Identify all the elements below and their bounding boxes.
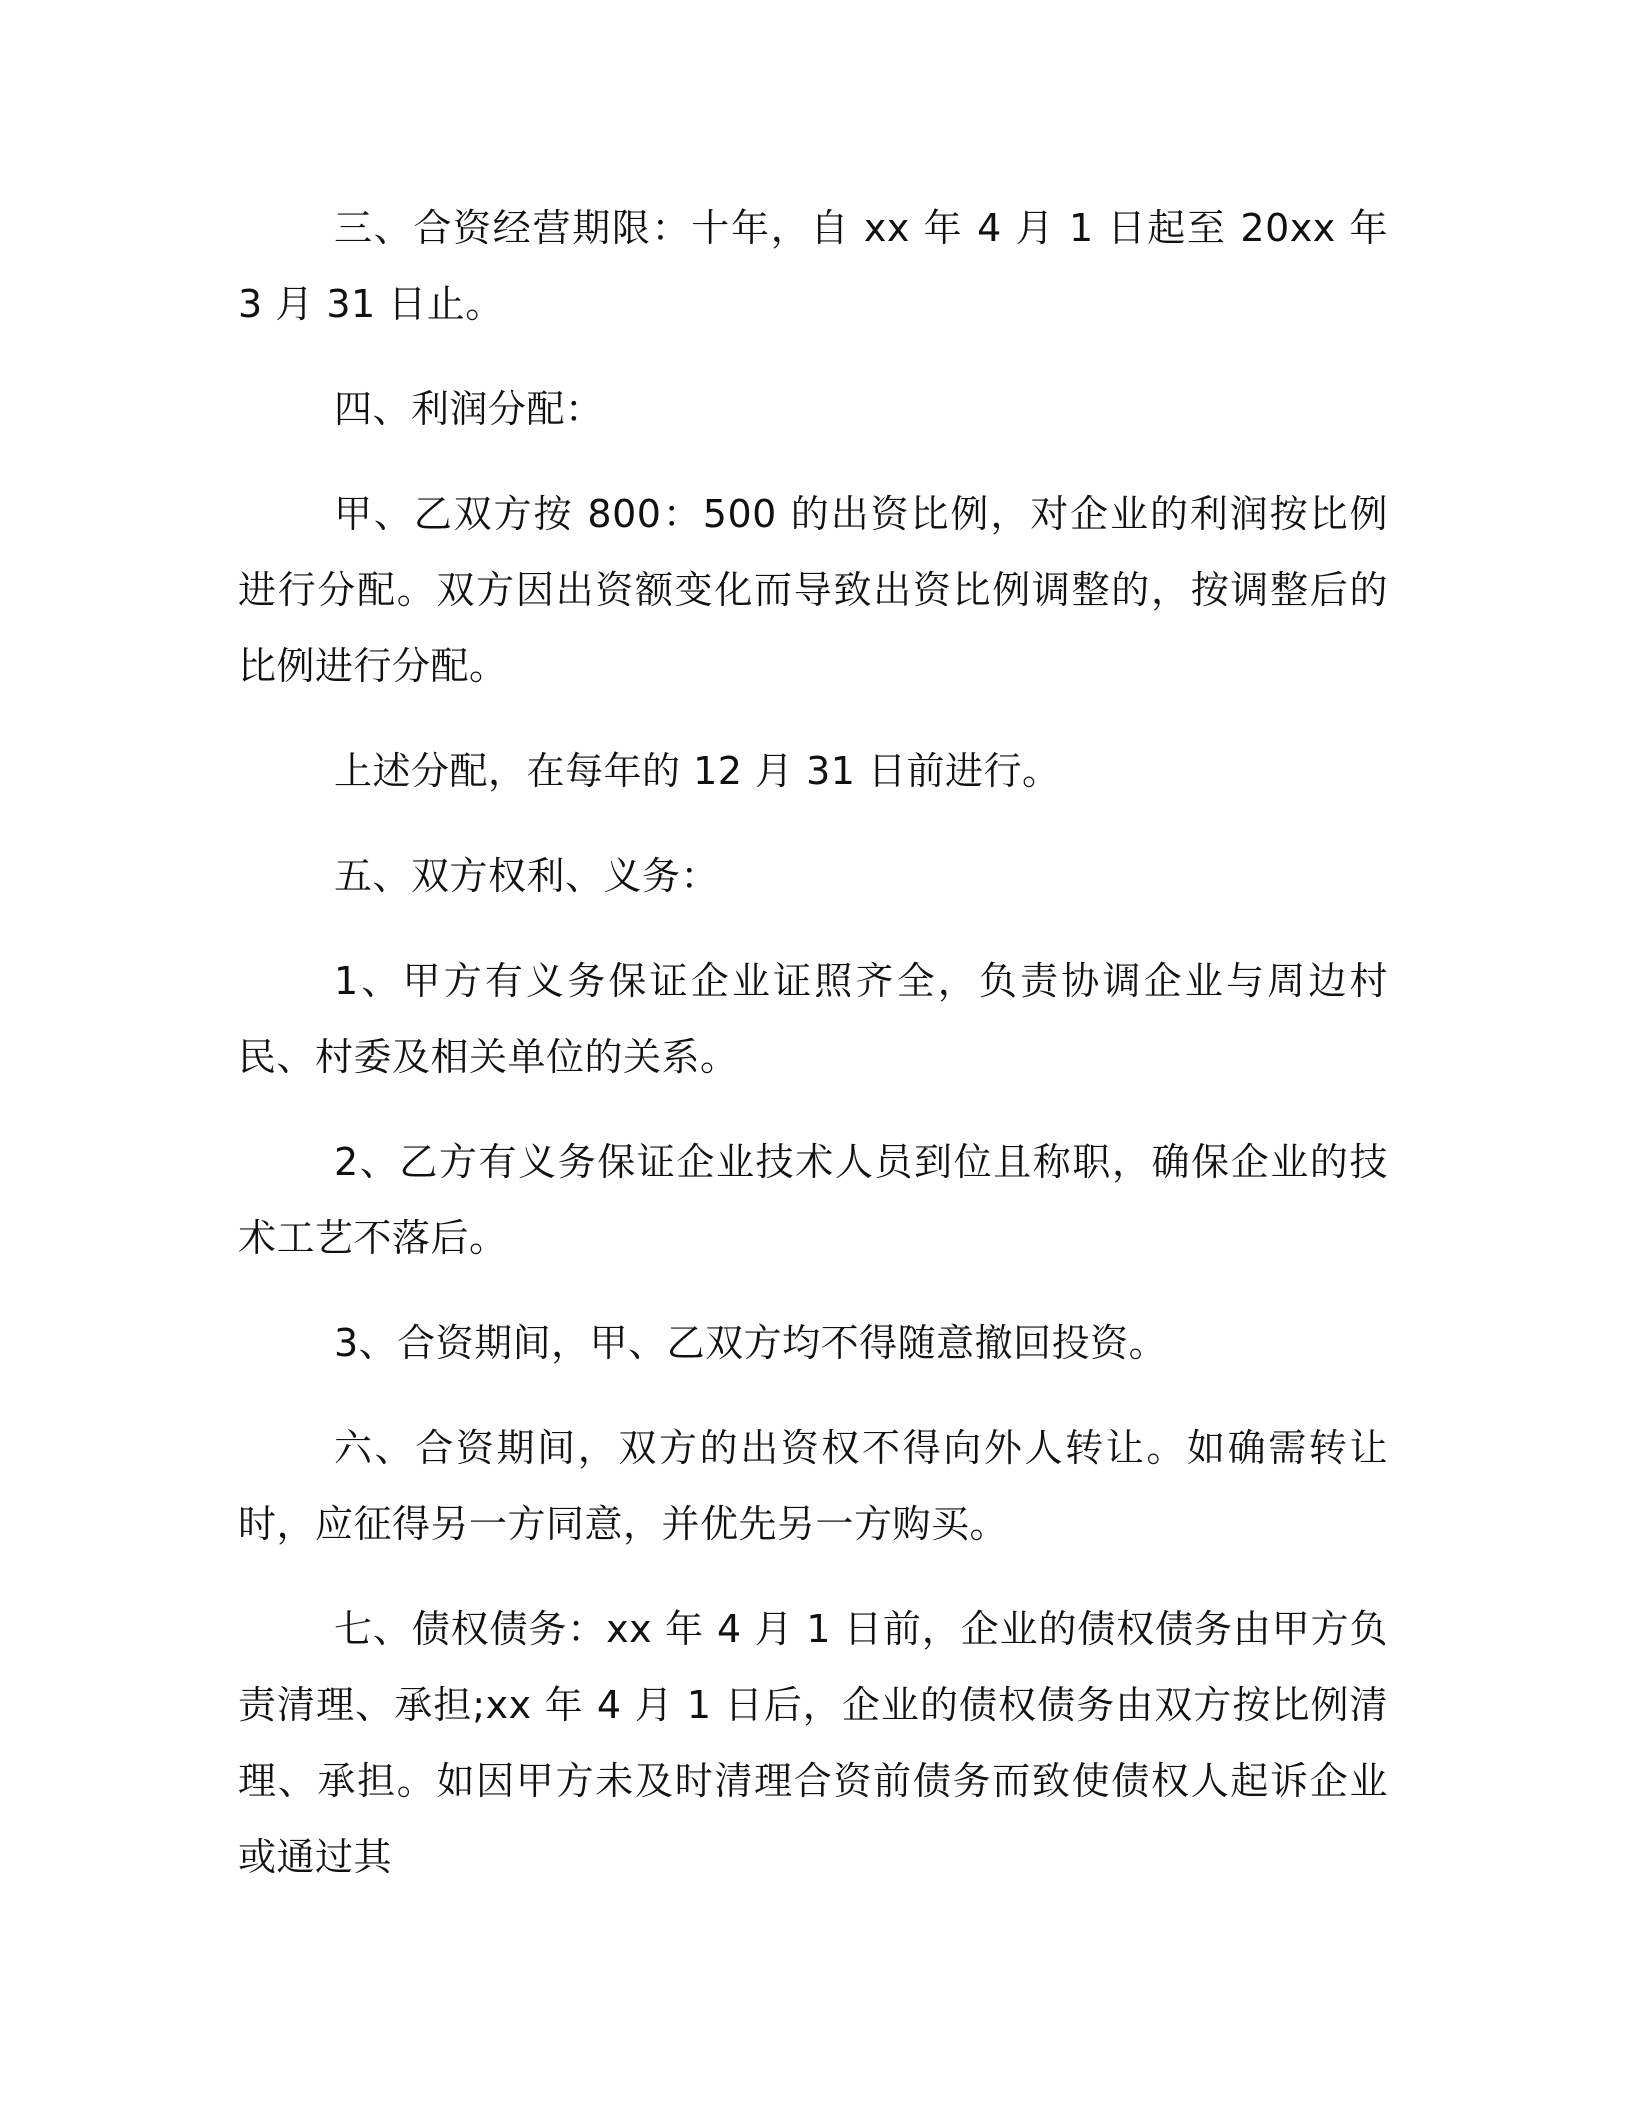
paragraph-profit-distribution-heading: 四、利润分配： — [334, 387, 604, 431]
paragraph-rights-obligations-heading: 五、双方权利、义务： — [334, 854, 720, 898]
paragraph-transfer-restriction: 六、合资期间，双方的出资权不得向外人转让。如确需转让时，应征得另一方同意，并优先另一方购买。 — [238, 1426, 1388, 1546]
paragraph-profit-ratio: 甲、乙双方按 800：500 的出资比例，对企业的利润按比例进行分配。双方因出资额变化而导致出资比例调整的，按调整后的比例进行分配。 — [238, 492, 1388, 688]
paragraph-obligation-party-a: 1、甲方有义务保证企业证照齐全，负责协调企业与周边村民、村委及相关单位的关系。 — [238, 959, 1388, 1079]
paragraph-no-withdrawal: 3、合资期间，甲、乙双方均不得随意撤回投资。 — [334, 1321, 1168, 1365]
document-body — [238, 190, 1388, 1924]
paragraph-claims-debts: 七、债权债务：xx 年 4 月 1 日前，企业的债权债务由甲方负责清理、承担;xx 年 4 月 1 日后，企业的债权债务由双方按比例清理、承担。如因甲方未及时清理合资前债务而致使债权人起诉企业或通过其 — [238, 1607, 1388, 1879]
paragraph-obligation-party-b: 2、乙方有义务保证企业技术人员到位且称职，确保企业的技术工艺不落后。 — [238, 1140, 1388, 1260]
paragraph-term-of-operation: 三、合资经营期限：十年，自 xx 年 4 月 1 日起至 20xx 年 3 月 31 日止。 — [238, 206, 1388, 326]
paragraph-distribution-deadline: 上述分配，在每年的 12 月 31 日前进行。 — [334, 749, 1061, 793]
